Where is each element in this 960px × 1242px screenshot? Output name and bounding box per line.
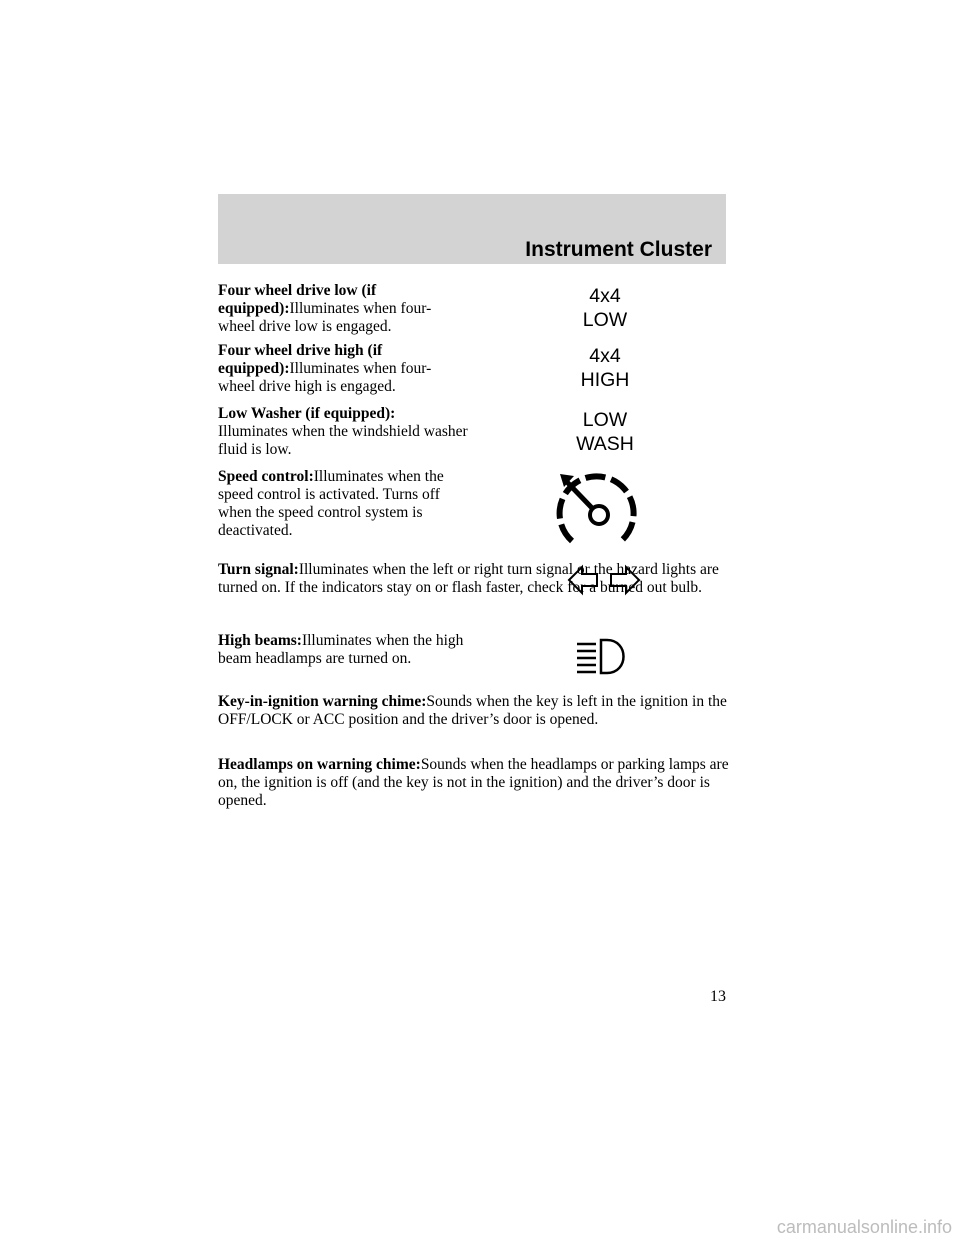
entry-term: High beams:: [218, 632, 302, 649]
entry-term: Four wheel drive low (if equipped):: [218, 282, 377, 317]
section-header-band: [218, 194, 726, 264]
icon-line-1: LOW: [582, 409, 628, 431]
watermark: carmanualsonline.info: [776, 1217, 952, 1237]
4x4-high-icon: [555, 344, 655, 392]
icon-line-1: 4x4: [589, 345, 621, 367]
low-wash-icon: [555, 408, 655, 456]
turn-signal-arrows-icon: [566, 564, 642, 596]
entry-text: Sounds when the key is left in the ignition in the OFF/LOCK or ACC position and the driver’s door is opened.: [218, 693, 727, 728]
entry-term: Key-in-ignition warning chime:: [218, 693, 427, 710]
entry-term: Four wheel drive high (if equipped):: [218, 342, 383, 377]
entry-term: Headlamps on warning chime:: [218, 756, 421, 773]
section-title: Instrument Cluster: [525, 238, 712, 261]
entry-high-beams: [218, 632, 468, 668]
entry-term: Low Washer (if equipped):: [218, 405, 396, 422]
entry-key-in-ignition-chime: [218, 693, 730, 729]
entry-text: Illuminates when the windshield washer fluid is low.: [218, 423, 468, 458]
entry-term: Speed control:: [218, 468, 314, 485]
entry-headlamps-on-chime: [218, 756, 730, 810]
page-number: 13: [710, 988, 726, 1005]
entry-4x4-high: [218, 342, 468, 396]
entry-text: Illuminates when the speed control is activated. Turns off when the speed control system is deactivated.: [218, 468, 444, 539]
4x4-low-icon: [555, 284, 655, 332]
icon-line-2: LOW: [582, 309, 628, 331]
icon-line-2: WASH: [576, 433, 634, 455]
entry-text: Illuminates when the left or right turn signal or the hazard lights are turned on. If the indicators stay on or flash faster, check for a burned out bulb.: [218, 561, 719, 596]
entry-text: Illuminates when four-wheel drive high is engaged.: [218, 360, 432, 395]
high-beam-icon: [574, 636, 634, 676]
icon-line-1: 4x4: [589, 285, 621, 307]
entry-term: Turn signal:: [218, 561, 299, 578]
entry-speed-control: [218, 468, 468, 540]
entry-text: Illuminates when four-wheel drive low is engaged.: [218, 300, 432, 335]
entry-low-washer: [218, 405, 468, 459]
entry-text: Sounds when the headlamps or parking lamps are on, the ignition is off (and the key is not in the ignition) and the driver’s door is opened.: [218, 756, 729, 809]
entry-text: Illuminates when the high beam headlamps are turned on.: [218, 632, 464, 667]
entry-4x4-low: [218, 282, 468, 336]
icon-line-2: HIGH: [580, 369, 630, 391]
speedometer-icon: [552, 470, 644, 548]
entry-turn-signal: [218, 561, 730, 597]
